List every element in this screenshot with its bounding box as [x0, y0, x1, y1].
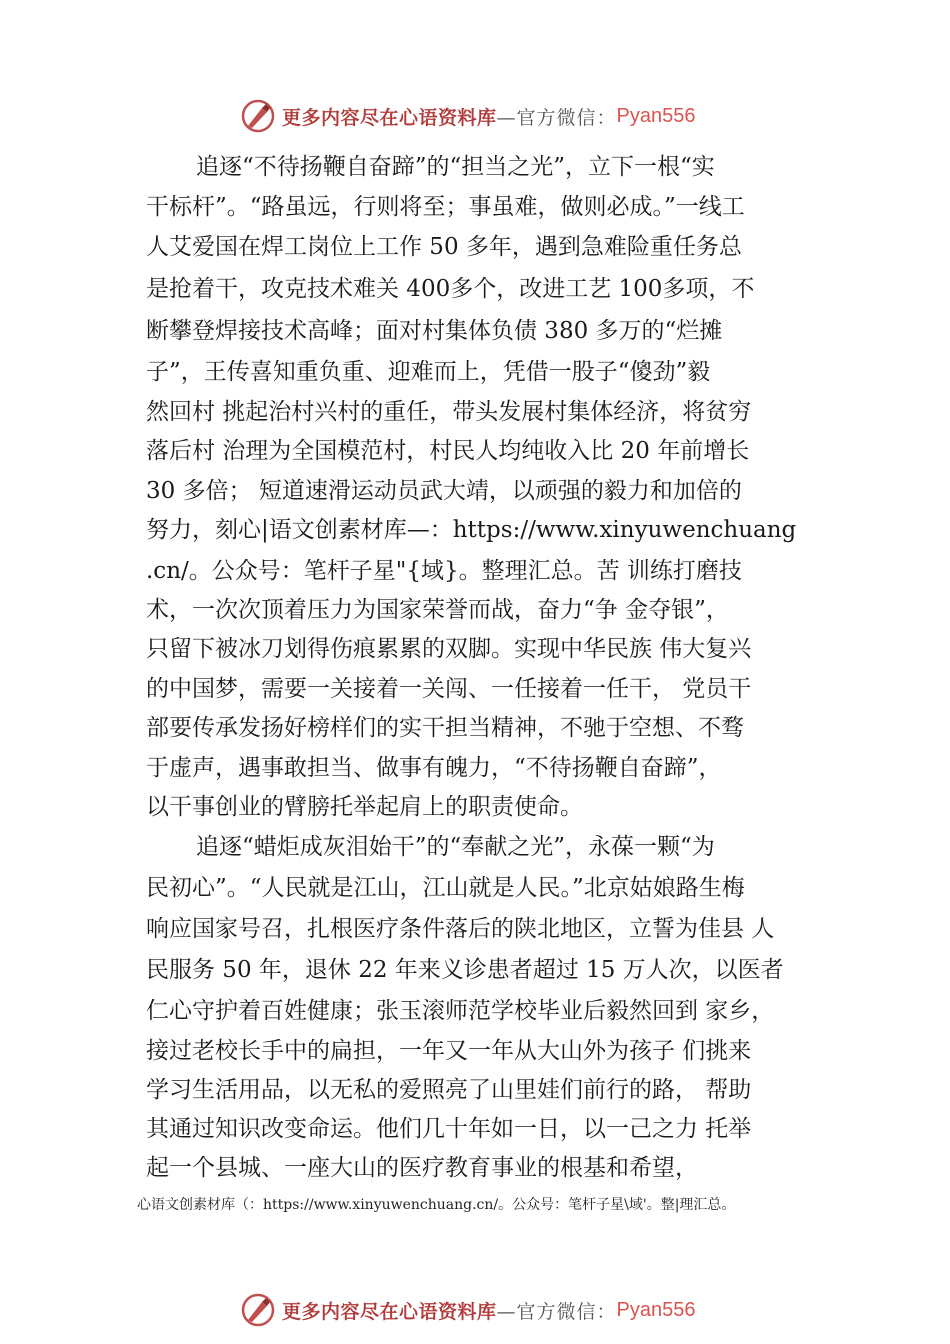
body-line: 只留下被冰刀划得伤痕累累的双脚。实现中华民族 伟大复兴: [146, 636, 752, 662]
body-line: 于虚声，遇事敢担当、做事有魄力，“不待扬鞭自奋蹄”，: [146, 755, 722, 781]
header-banner: [240, 96, 696, 136]
body-line: 民初心”。“人民就是江山，江山就是人民。”北京姑娘路生梅: [146, 875, 745, 901]
footer-wechat-id: Pyan556: [616, 1298, 696, 1321]
body-line: 是抢着干，攻克技术难关 400多个，改进工艺 100多项，不: [146, 276, 755, 302]
body-line: 术，一次次顶着压力为国家荣誉而战，奋力“争 金夺银”，: [146, 597, 729, 623]
body-line: 干标杆”。“路虽远，行则将至；事虽难，做则必成。”一线工: [146, 194, 745, 220]
body-line: 的中国梦，需要一关接着一关闯、一任接着一任干， 党员干: [146, 676, 752, 702]
body-line: 追逐“不待扬鞭自奋蹄”的“担当之光”，立下一根“实: [196, 154, 715, 180]
body-line: .cn/。公众号：笔杆子星"{域}。整理汇总。苦 训练打磨技: [146, 558, 742, 584]
body-line: 断攀登焊接技术高峰；面对村集体负债 380 多万的“烂摊: [146, 318, 723, 344]
body-line: 起一个县城、一座大山的医疗教育事业的根基和希望，: [146, 1155, 698, 1181]
header-title: 更多内容尽在心语资料库: [282, 106, 497, 129]
body-line: 民服务 50 年，退休 22 年来义诊患者超过 15 万人次，以医者: [146, 957, 784, 983]
footer-title: 更多内容尽在心语资料库: [282, 1300, 497, 1323]
body-line: 以干事创业的臂膀托举起肩上的职责使命。: [146, 794, 583, 820]
body-line: 仁心守护着百姓健康；张玉滚师范学校毕业后毅然回到 家乡，: [146, 998, 775, 1024]
body-line: 落后村 治理为全国模范村，村民人均纯收入比 20 年前增长: [146, 438, 750, 464]
pen-nib-circle-icon: [240, 1292, 276, 1328]
body-line: 部要传承发扬好榜样们的实干担当精神，不驰于空想、不骛: [146, 715, 744, 741]
body-line: 响应国家号召，扎根医疗条件落后的陕北地区，立誓为佳县 人: [146, 916, 775, 942]
body-line: 努力，刻心|语文创素材库—：https://www.xinyuwenchuang: [146, 517, 797, 543]
body-line: 30 多倍； 短道速滑运动员武大靖，以顽强的毅力和加倍的: [146, 478, 742, 504]
body-line: 然回村 挑起治村兴村的重任，带头发展村集体经济，将贫穷: [146, 399, 752, 425]
body-line: 子”，王传喜知重负重、迎难而上，凭借一股子“傻劲”毅: [146, 359, 711, 385]
body-line: 其通过知识改变命运。他们几十年如一日，以一己之力 托举: [146, 1116, 752, 1142]
pen-nib-circle-icon: [240, 98, 276, 134]
footnote: 心语文创素材库（：https://www.xinyuwenchuang.cn/。公众号：笔杆子星\域'。整|理汇总。: [137, 1197, 736, 1213]
footer-subtitle: —官方微信：: [496, 1300, 617, 1323]
body-line: 接过老校长手中的扁担，一年又一年从大山外为孩子 们挑来: [146, 1038, 752, 1064]
body-line: 追逐“蜡炬成灰泪始干”的“奉献之光”，永葆一颗“为: [196, 834, 715, 860]
header-subtitle: —官方微信：: [496, 106, 617, 129]
body-line: 学习生活用品，以无私的爱照亮了山里娃们前行的路， 帮助: [146, 1077, 752, 1103]
header-wechat-id: Pyan556: [616, 104, 696, 127]
body-line: 人艾爱国在焊工岗位上工作 50 多年，遇到急难险重任务总: [146, 234, 742, 260]
footer-banner: [240, 1290, 696, 1330]
